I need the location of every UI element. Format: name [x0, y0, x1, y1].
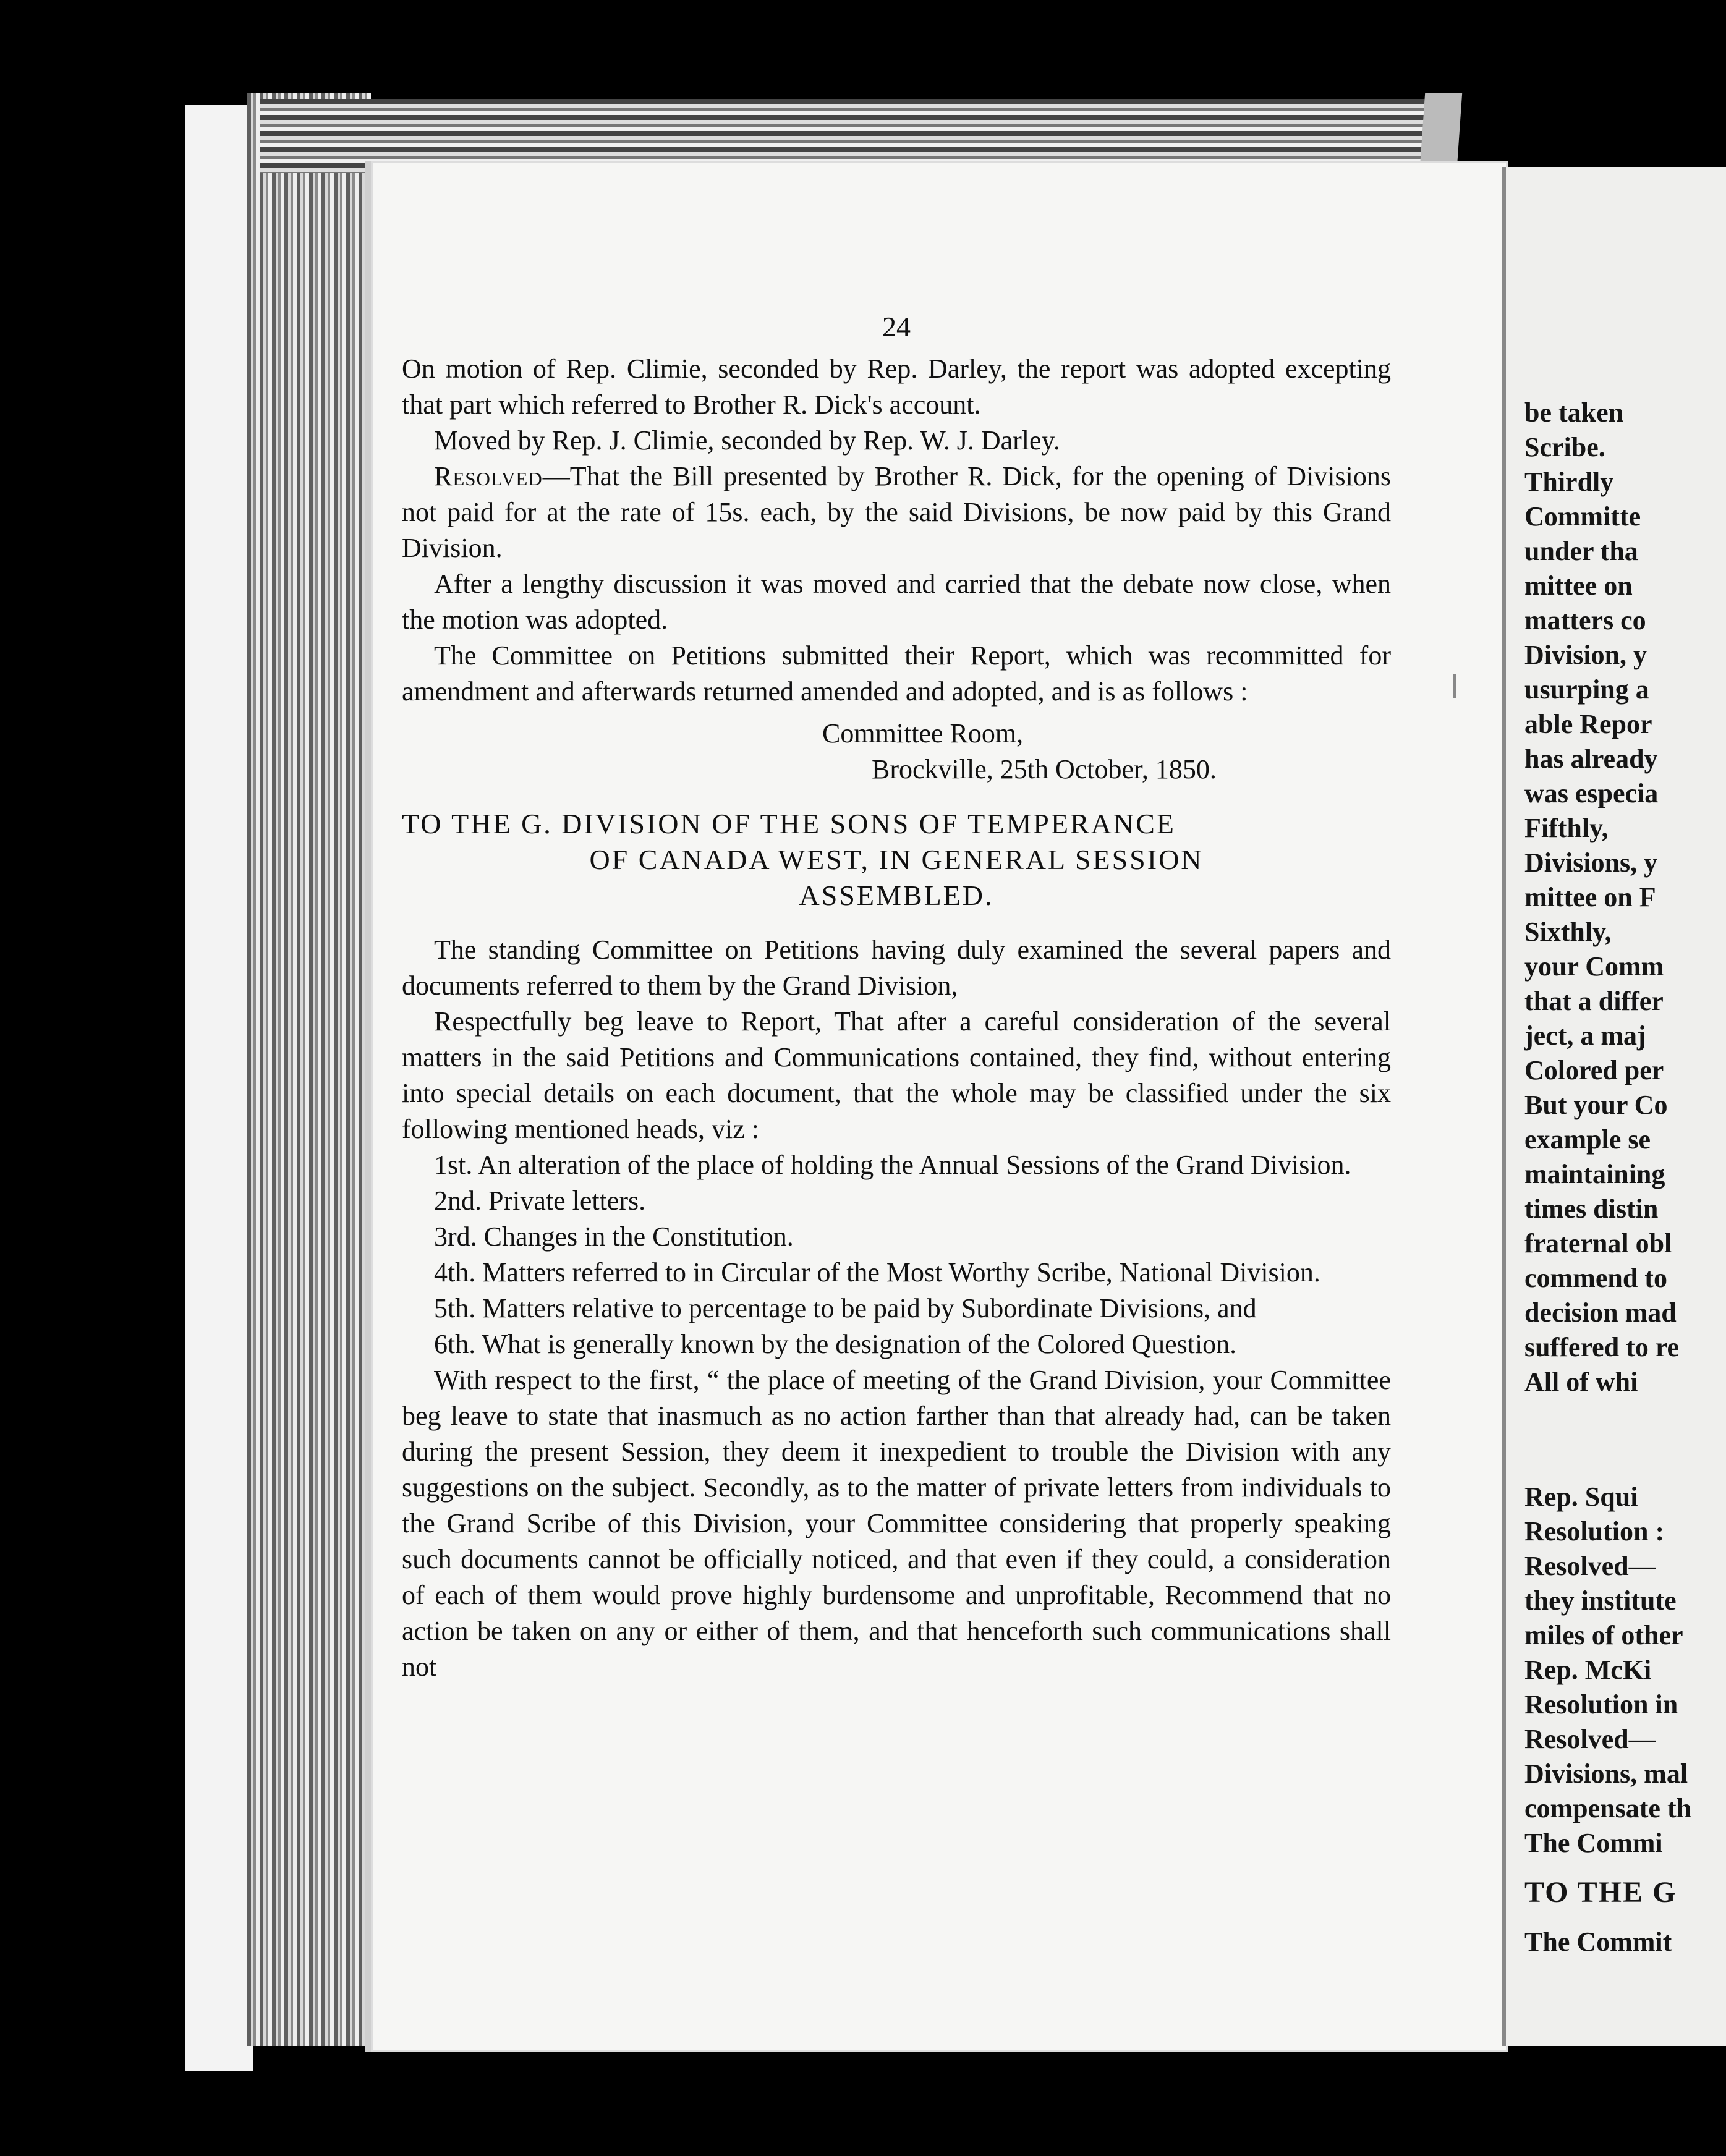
right-line: Resolved—: [1524, 1724, 1656, 1754]
spacer: [1524, 1910, 1726, 1925]
right-page-text: [1524, 396, 1726, 1959]
margin-mark: [1453, 674, 1456, 698]
right-line: Fifthly,: [1524, 813, 1609, 843]
right-line: miles of other: [1524, 1620, 1683, 1650]
right-line: Rep. Squi: [1524, 1482, 1638, 1512]
right-line: Rep. McKi: [1524, 1655, 1652, 1685]
right-line: was especia: [1524, 778, 1659, 808]
dateline-line-2: Brockville, 25th October, 1850.: [872, 754, 1217, 784]
right-line: that a differ: [1524, 986, 1664, 1016]
right-page: [1502, 167, 1726, 2046]
paragraph: After a lengthy discussion it was moved and carried that the debate now close, when the motion was adopted.: [402, 569, 1391, 635]
right-line: Resolution :: [1524, 1516, 1665, 1547]
right-line: All of whi: [1524, 1367, 1638, 1397]
right-line: Divisions, y: [1524, 847, 1658, 878]
right-line: commend to: [1524, 1263, 1667, 1293]
heading-line-3: ASSEMBLED.: [799, 880, 994, 911]
right-line: has already: [1524, 744, 1658, 774]
right-line: Division, y: [1524, 640, 1647, 670]
paragraph: On motion of Rep. Climie, seconded by Rep. Darley, the report was adopted excepting that part which referred to Brother R. Dick's account.: [402, 354, 1391, 420]
right-line: Committe: [1524, 501, 1641, 532]
list-item: 3rd. Changes in the Constitution.: [434, 1221, 794, 1252]
paragraph: The Committee on Petitions submitted their Report, which was recommitted for amendment and afterwards returned amended and adopted, and is as follows :: [402, 640, 1391, 707]
right-line: Sixthly,: [1524, 917, 1612, 947]
right-line: they institute: [1524, 1585, 1677, 1616]
left-page: [365, 161, 1508, 2052]
page-edges: [247, 93, 371, 2046]
list-item: 1st. An alteration of the place of holding the Annual Sessions of the Grand Division.: [434, 1150, 1351, 1180]
right-line: fraternal obl: [1524, 1228, 1672, 1258]
resolution-paragraph: [402, 459, 1391, 566]
right-heading-fragment: TO THE G: [1524, 1876, 1677, 1909]
resolution-text: —That the Bill presented by Brother R. Dick, for the opening of Divisions not paid for at the rate of 15s. each, by the said Divisions, be now paid by this Grand Division.: [402, 461, 1391, 563]
right-line: compensate th: [1524, 1793, 1692, 1823]
right-line: But your Co: [1524, 1090, 1668, 1120]
right-line: times distin: [1524, 1194, 1659, 1224]
list-item: 2nd. Private letters.: [434, 1186, 646, 1216]
list-item: 4th. Matters referred to in Circular of the Most Worthy Scribe, National Division.: [434, 1257, 1320, 1288]
right-line: under tha: [1524, 536, 1638, 566]
right-line: Resolution in: [1524, 1689, 1678, 1720]
right-line: usurping a: [1524, 674, 1649, 705]
dateline-line-1: Committee Room,: [822, 718, 1024, 749]
right-line: be taken: [1524, 397, 1624, 428]
paragraph: Respectfully beg leave to Report, That after a careful consideration of the several matters in the said Petitions and Communications contained, they find, without entering into special details on each document, that the whole may be classified under the six following mentioned heads, viz :: [402, 1006, 1391, 1144]
right-line: Resolved—: [1524, 1551, 1656, 1581]
right-bottom-fragment: The Commit: [1524, 1927, 1672, 1957]
right-line: Scribe.: [1524, 432, 1605, 462]
page-number: 24: [882, 311, 911, 342]
paragraph: With respect to the first, “ the place of meeting of the Grand Division, your Committee beg leave to state that inasmuch as no action farther than that already had, can be taken during the present Session, they deem it inexpedient to trouble the Division with any suggestions on the subject. Secondly, as to the matter of private letters from individuals to the Grand Scribe of this Division, your Committee considering that properly speaking such documents cannot be officially noticed, and that even if they could, a consideration of each of them would prove highly burdensome and unprofitable, Recommend that no action be taken on any or either of them, and that henceforth such communications shall not: [402, 1365, 1391, 1682]
list-item: 5th. Matters relative to percentage to be paid by Subordinate Divisions, and: [434, 1293, 1257, 1323]
right-line: ject, a maj: [1524, 1021, 1646, 1051]
right-line: your Comm: [1524, 951, 1664, 982]
heading-line-1: TO THE G. DIVISION OF THE SONS OF TEMPERANCE: [402, 808, 1176, 839]
page-text: [402, 309, 1391, 1685]
paragraph: Moved by Rep. J. Climie, seconded by Rep. W. J. Darley.: [434, 425, 1060, 456]
right-line: maintaining: [1524, 1159, 1665, 1189]
report-heading: [402, 806, 1391, 914]
dateline: [402, 716, 1391, 787]
spacer: [1524, 1861, 1726, 1875]
right-line: The Commi: [1524, 1828, 1663, 1858]
left-margin-strip: [185, 105, 253, 2071]
spacer: [1524, 1399, 1726, 1480]
right-line: mittee on: [1524, 571, 1633, 601]
heads-list: [402, 1147, 1391, 1362]
right-line: decision mad: [1524, 1297, 1677, 1328]
list-item: 6th. What is generally known by the designation of the Colored Question.: [434, 1329, 1237, 1359]
right-line: Divisions, mal: [1524, 1759, 1688, 1789]
right-line: mittee on F: [1524, 882, 1656, 912]
resolved-label: Resolved: [434, 461, 543, 491]
right-line: able Repor: [1524, 709, 1652, 739]
heading-line-2: OF CANADA WEST, IN GENERAL SESSION: [589, 844, 1204, 875]
right-line: example se: [1524, 1124, 1651, 1155]
right-line: Thirdly: [1524, 467, 1614, 497]
right-line: suffered to re: [1524, 1332, 1680, 1362]
right-line: Colored per: [1524, 1055, 1664, 1085]
paragraph: The standing Committee on Petitions having duly examined the several papers and documents referred to them by the Grand Division,: [402, 935, 1391, 1001]
right-line: matters co: [1524, 605, 1646, 635]
